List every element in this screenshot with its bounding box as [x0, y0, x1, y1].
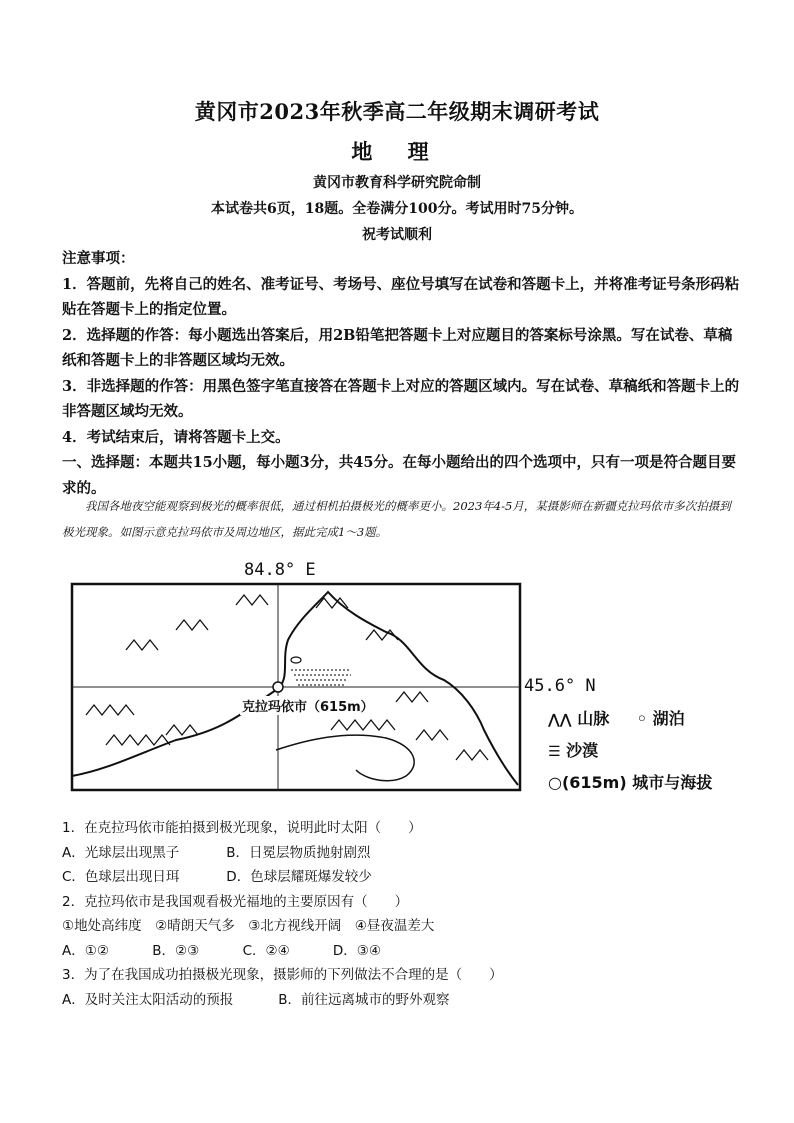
longitude-label: 84.8° E [244, 560, 316, 580]
subject-title: 地 理 [351, 139, 443, 164]
note-item: 4．考试结束后，请将答题卡上交。 [62, 428, 290, 446]
note-item: 3．非选择题的作答：用黑色签字笔直接答在答题卡上对应的答题区域内。写在试卷、草稿纸和答题卡上的非答题区域均无效。 [62, 377, 740, 420]
boundary-line [72, 592, 518, 785]
option: B．日冕层物质抛射剧烈 [226, 844, 371, 861]
note-item: 1．答题前，先将自己的姓名、准考证号、考场号、座位号填写在试卷和答题卡上，并将准考证号条形码粘贴在答题卡上的指定位置。 [62, 275, 740, 318]
exam-organizer: 黄冈市教育科学研究院命制 [313, 175, 481, 191]
question-1-options-row [62, 865, 752, 890]
question-3-options-row [62, 988, 752, 1013]
city-label: 克拉玛依市（615m） [240, 696, 376, 715]
questions [62, 816, 752, 1012]
option: A．①② [62, 942, 109, 959]
desert-icon: ☰ [548, 744, 561, 760]
city-marker [273, 682, 283, 692]
legend-desert: ☰ 沙漠 [548, 741, 599, 760]
legend-lake: 湖泊 [652, 709, 685, 728]
question-intro: 我国各地夜空能观察到极光的概率很低，通过相机拍摄极光的概率更小。2023年4-5月，某摄影师在新疆克拉玛依市多次拍摄到极光现象。如图示意克拉玛依市及周边地区，据此完成1～3题。 [62, 499, 731, 539]
option: D．③④ [332, 942, 381, 959]
option: C．色球层出现日珥 [62, 869, 180, 885]
mountain-icon: ⋀⋀ [548, 712, 572, 728]
question-3-stem: 3．为了在我国成功拍摄极光现象，摄影师的下列做法不合理的是（ ） [62, 967, 503, 983]
mountain-symbols [86, 595, 488, 760]
legend-mountain: ⋀⋀ 山脉 ◦ 湖泊 [548, 709, 685, 728]
lake-symbol [291, 657, 301, 663]
question-1-stem: 1．在克拉玛依市能拍摄到极光现象，说明此时太阳（ ） [62, 820, 422, 836]
option: B．②③ [152, 942, 200, 959]
exam-title: 黄冈市2023年秋季高二年级期末调研考试 [194, 99, 600, 124]
option: D．色球层耀斑爆发较少 [226, 869, 372, 885]
region-map [66, 580, 526, 794]
option: B．前往远离城市的野外观察 [278, 991, 450, 1008]
notes-section [62, 246, 742, 501]
question-2-factors: ①地处高纬度 ②晴朗天气多 ③北方视线开阔 ④昼夜温差大 [62, 918, 435, 934]
option: C．②④ [242, 942, 290, 959]
latitude-label: 45.6° N [524, 676, 596, 696]
note-item: 2．选择题的作答：每小题选出答案后，用2B铅笔把答题卡上对应题目的答案标号涂黑。写在试卷、草稿纸和答题卡上的非答题区域均无效。 [62, 326, 733, 369]
lake-icon: ◦ [636, 709, 648, 728]
notes-heading: 注意事项： [62, 250, 135, 267]
river-line [276, 735, 414, 781]
section-heading: 一、选择题：本题共15小题，每小题3分，共45分。在每小题给出的四个选项中，只有一项是符合题目要求的。 [62, 454, 736, 497]
question-1-options-row [62, 841, 752, 866]
question-2-stem: 2．克拉玛依市是我国观看极光福地的主要原因有（ ） [62, 893, 409, 910]
good-luck-text: 祝考试顺利 [362, 227, 432, 243]
question-2-options-row [62, 939, 752, 964]
legend-city: ○(615m) 城市与海拔 [548, 773, 713, 792]
exam-info: 本试卷共6页，18题。全卷满分100分。考试用时75分钟。 [211, 201, 583, 217]
option: A．光球层出现黑子 [62, 844, 180, 861]
option: A．及时关注太阳活动的预报 [62, 991, 234, 1008]
desert-area [291, 670, 351, 685]
